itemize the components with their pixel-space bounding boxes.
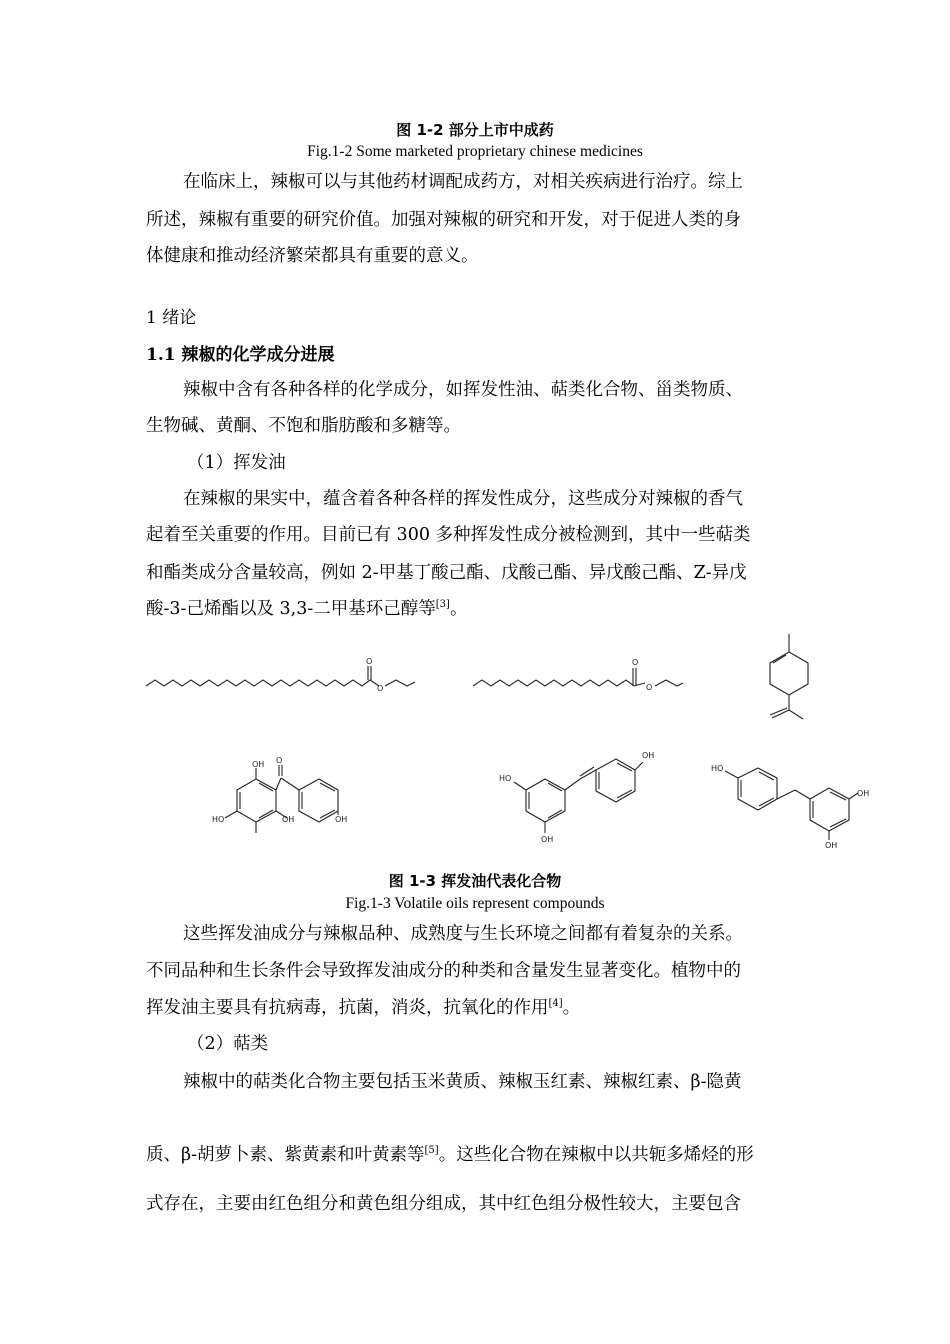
- resveratrol-oh-left: HO: [499, 774, 512, 783]
- terpenes-heading: （2）萜类: [187, 1034, 269, 1054]
- long-ester-oxygen-carbonyl: O: [366, 657, 373, 666]
- fig12-caption-en: Fig.1-2 Some marketed proprietary chinese medicines: [307, 143, 643, 160]
- mid-ester-oxygen-carbonyl: O: [632, 658, 639, 667]
- benzophenone-oh-right: OH: [335, 815, 348, 824]
- terpenes-line-2: [146, 1141, 754, 1166]
- s11-line-1: 辣椒中含有各种各样的化学成分，如挥发性油、萜类化合物、甾类物质、: [183, 380, 743, 400]
- citation-5: [5]: [424, 1145, 439, 1157]
- fig12-caption-cn: 图 1-2 部分上市中成药: [396, 121, 554, 139]
- volatile-line-4-end: 。: [449, 599, 468, 619]
- resveratrol-oh-bottom: OH: [541, 835, 554, 844]
- benzophenone-oh-top: OH: [252, 760, 265, 769]
- after-fig-line-3-text: 挥发油主要具有抗病毒，抗菌，消炎，抗氧化的作用: [146, 998, 549, 1018]
- terpenes-line-2-end: 。这些化合物在辣椒中以共轭多烯烃的形: [438, 1145, 754, 1165]
- dihydrostilbene-oh-left: HO: [711, 764, 724, 773]
- after-fig-line-3-end: 。: [562, 998, 581, 1018]
- dihydrostilbene-oh-right: OH: [857, 789, 870, 798]
- section-1-1-title: 1.1 辣椒的化学成分进展: [146, 345, 335, 365]
- benzophenone-oh-bottom: OH: [282, 815, 295, 824]
- after-fig-line-3: [146, 994, 580, 1019]
- s11-line-2: 生物碱、黄酮、不饱和脂肪酸和多糖等。: [146, 416, 461, 436]
- after-fig-line-2: 不同品种和生长条件会导致挥发油成分的种类和含量发生显著变化。植物中的: [146, 961, 741, 981]
- terpenes-line-3: 式存在，主要由红色组分和黄色组分组成，其中红色组分极性较大，主要包含: [146, 1194, 741, 1214]
- long-ester-oxygen-ether: O: [377, 684, 384, 693]
- fig13-caption-cn: 图 1-3 挥发油代表化合物: [388, 872, 562, 890]
- benzophenone-oxygen: O: [276, 756, 283, 765]
- benzophenone-oh-left: HO: [212, 815, 225, 824]
- terpenes-line-1: 辣椒中的萜类化合物主要包括玉米黄质、辣椒玉红素、辣椒红素、β-隐黄: [183, 1072, 742, 1092]
- intro-line-3: 体健康和推动经济繁荣都具有重要的意义。: [146, 246, 479, 266]
- dihydrostilbene-oh-bottom: OH: [825, 841, 838, 850]
- volatile-line-3: 和酯类成分含量较高，例如 2-甲基丁酸己酯、戊酸己酯、异戊酸己酯、Z-异戊: [146, 563, 747, 583]
- volatile-heading: （1）挥发油: [187, 453, 286, 473]
- resveratrol-oh-right: OH: [642, 751, 655, 760]
- volatile-line-2: 起着至关重要的作用。目前已有 300 多种挥发性成分被检测到，其中一些萜类: [146, 525, 751, 545]
- fig13-caption-en: Fig.1-3 Volatile oils represent compounds: [345, 895, 605, 912]
- citation-4: [4]: [548, 998, 563, 1010]
- mid-ester-oxygen-ether: O: [646, 683, 653, 692]
- section-1-title: 1 绪论: [146, 308, 197, 328]
- after-fig-line-1: 这些挥发油成分与辣椒品种、成熟度与生长环境之间都有着复杂的关系。: [183, 924, 743, 944]
- intro-line-2: 所述，辣椒有重要的研究价值。加强对辣椒的研究和开发，对于促进人类的身: [146, 210, 741, 230]
- volatile-line-1: 在辣椒的果实中，蕴含着各种各样的挥发性成分，这些成分对辣椒的香气: [183, 489, 743, 509]
- intro-line-1: 在临床上，辣椒可以与其他药材调配成药方，对相关疾病进行治疗。综上: [183, 172, 743, 192]
- citation-3: [3]: [435, 599, 450, 611]
- volatile-line-4-text: 酸-3-己烯酯以及 3,3-二甲基环己醇等: [146, 599, 436, 619]
- terpenes-line-2-text: 质、β-胡萝卜素、紫黄素和叶黄素等: [146, 1145, 425, 1165]
